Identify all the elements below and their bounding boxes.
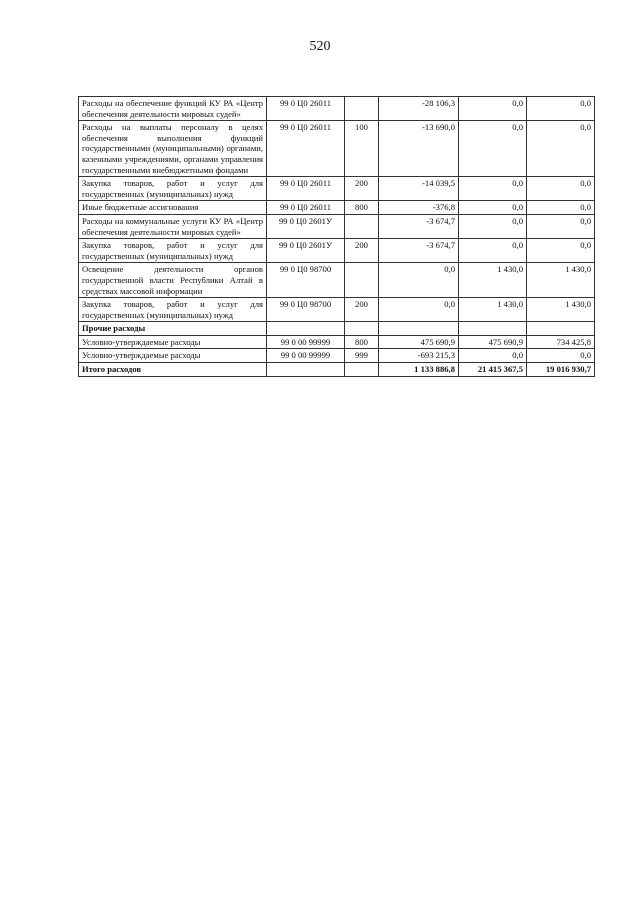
table-row (79, 201, 595, 215)
row-value-3: 0,0 (527, 97, 595, 121)
row-value-2: 0,0 (459, 239, 527, 263)
row-vr: 800 (345, 201, 379, 215)
row-name: Условно-утверждаемые расходы (79, 349, 267, 363)
row-vr: 200 (345, 239, 379, 263)
row-value-3 (527, 322, 595, 336)
row-value-1: 475 690,9 (379, 335, 459, 349)
table-row (79, 363, 595, 377)
table-row (79, 177, 595, 201)
table-row (79, 121, 595, 177)
row-code: 99 0 Ц0 98700 (267, 263, 345, 298)
row-vr: 200 (345, 177, 379, 201)
row-value-1: 1 133 886,8 (379, 363, 459, 377)
row-code: 99 0 Ц0 2601У (267, 239, 345, 263)
expenditure-table (78, 96, 595, 377)
row-code: 99 0 Ц0 26011 (267, 177, 345, 201)
row-value-2: 0,0 (459, 121, 527, 177)
table-row (79, 214, 595, 238)
row-value-3: 1 430,0 (527, 263, 595, 298)
row-value-3: 734 425,8 (527, 335, 595, 349)
row-name: Итого расходов (79, 363, 267, 377)
row-value-2: 0,0 (459, 214, 527, 238)
row-name: Освещение деятельности органов государственной власти Республики Алтай в средствах массовой информации (79, 263, 267, 298)
row-vr (345, 214, 379, 238)
row-value-2: 475 690,9 (459, 335, 527, 349)
row-value-2: 21 415 367,5 (459, 363, 527, 377)
row-value-3: 0,0 (527, 214, 595, 238)
row-name: Расходы на выплаты персоналу в целях обеспечения выполнения функций государственными (муниципальными) органами, казенными учреждениями, органами управления государственными внебюджетными фондами (79, 121, 267, 177)
table-row (79, 97, 595, 121)
row-value-2: 0,0 (459, 349, 527, 363)
row-name: Закупка товаров, работ и услуг для государственных (муниципальных) нужд (79, 239, 267, 263)
row-name: Расходы на коммунальные услуги КУ РА «Центр обеспечения деятельности мировых судей» (79, 214, 267, 238)
table-row (79, 298, 595, 322)
row-vr: 999 (345, 349, 379, 363)
row-value-1: -376,8 (379, 201, 459, 215)
row-value-3: 0,0 (527, 201, 595, 215)
row-value-1: 0,0 (379, 263, 459, 298)
row-code (267, 322, 345, 336)
row-value-3: 0,0 (527, 239, 595, 263)
row-value-3: 1 430,0 (527, 298, 595, 322)
row-value-1: -3 674,7 (379, 239, 459, 263)
row-value-3: 0,0 (527, 177, 595, 201)
row-value-2: 0,0 (459, 177, 527, 201)
row-value-3: 0,0 (527, 121, 595, 177)
row-code: 99 0 00 99999 (267, 335, 345, 349)
row-vr: 100 (345, 121, 379, 177)
row-code: 99 0 Ц0 2601У (267, 214, 345, 238)
row-name: Закупка товаров, работ и услуг для государственных (муниципальных) нужд (79, 298, 267, 322)
row-code: 99 0 Ц0 98700 (267, 298, 345, 322)
row-value-1: -13 690,0 (379, 121, 459, 177)
row-name: Закупка товаров, работ и услуг для государственных (муниципальных) нужд (79, 177, 267, 201)
row-value-2: 0,0 (459, 201, 527, 215)
row-value-3: 19 016 930,7 (527, 363, 595, 377)
row-vr: 200 (345, 298, 379, 322)
row-value-1: -14 039,5 (379, 177, 459, 201)
row-code: 99 0 Ц0 26011 (267, 121, 345, 177)
row-vr (345, 322, 379, 336)
row-value-2: 1 430,0 (459, 298, 527, 322)
row-name: Прочие расходы (79, 322, 267, 336)
row-code: 99 0 Ц0 26011 (267, 201, 345, 215)
table-row (79, 322, 595, 336)
row-vr (345, 263, 379, 298)
page-number: 520 (309, 39, 331, 54)
row-value-1: -693 215,3 (379, 349, 459, 363)
table-row (79, 263, 595, 298)
row-value-1 (379, 322, 459, 336)
row-name: Условно-утверждаемые расходы (79, 335, 267, 349)
row-vr: 800 (345, 335, 379, 349)
row-value-1: -28 106,3 (379, 97, 459, 121)
row-vr (345, 97, 379, 121)
row-code: 99 0 Ц0 26011 (267, 97, 345, 121)
row-code (267, 363, 345, 377)
row-value-3: 0,0 (527, 349, 595, 363)
row-value-2: 1 430,0 (459, 263, 527, 298)
table-row (79, 349, 595, 363)
row-name: Иные бюджетные ассигнования (79, 201, 267, 215)
row-value-2: 0,0 (459, 97, 527, 121)
row-code: 99 0 00 99999 (267, 349, 345, 363)
row-value-1: -3 674,7 (379, 214, 459, 238)
row-value-2 (459, 322, 527, 336)
table-row (79, 335, 595, 349)
row-vr (345, 363, 379, 377)
row-name: Расходы на обеспечение функций КУ РА «Центр обеспечения деятельности мировых судей» (79, 97, 267, 121)
table-row (79, 239, 595, 263)
row-value-1: 0,0 (379, 298, 459, 322)
